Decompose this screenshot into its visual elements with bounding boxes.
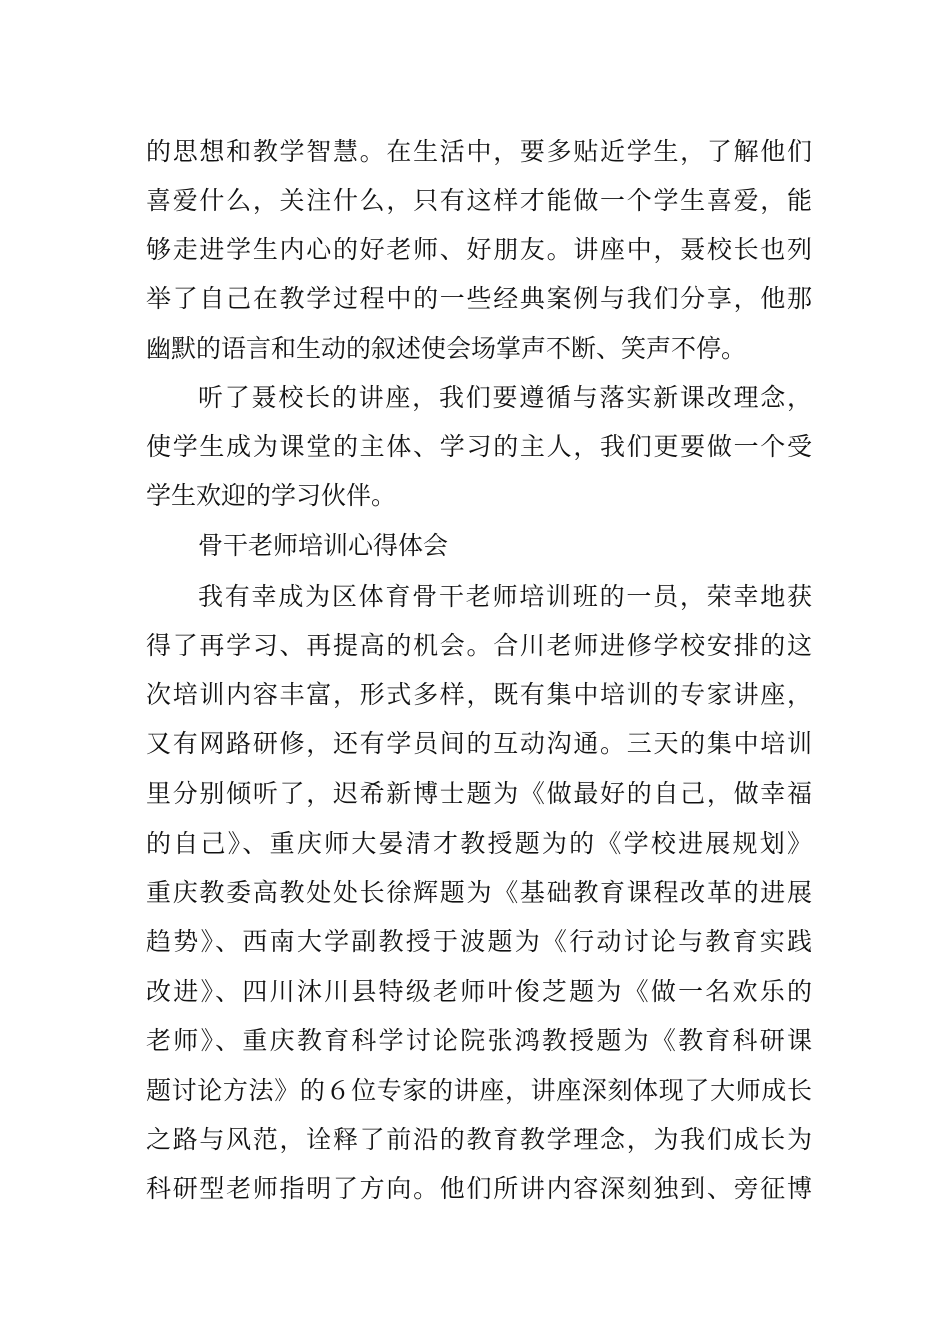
text-line: 的自己》、重庆师大晏清才教授题为的《学校进展规划》	[146, 829, 812, 858]
text-line: 幽默的语言和生动的叙述使会场掌声不断、笑声不停。	[146, 334, 747, 363]
text-line: 之路与风范，诠释了前沿的教育教学理念，为我们成长为	[146, 1125, 812, 1154]
text-line: 喜爱什么，关注什么，只有这样才能做一个学生喜爱，能	[146, 186, 812, 215]
text-line: 老师》、重庆教育科学讨论院张鸿教授题为《教育科研课	[146, 1026, 812, 1055]
text-line: 使学生成为课堂的主体、学习的主人，我们更要做一个受	[146, 432, 812, 461]
section-heading: 骨干老师培训心得体会	[198, 531, 449, 560]
text-line: 科研型老师指明了方向。他们所讲内容深刻独到、旁征博	[146, 1174, 812, 1203]
text-line: 够走进学生内心的好老师、好朋友。讲座中，聂校长也列	[146, 235, 812, 264]
text-line: 次培训内容丰富，形式多样，既有集中培训的专家讲座，	[146, 680, 812, 709]
text-line: 又有网路研修，还有学员间的互动沟通。三天的集中培训	[146, 729, 812, 758]
text-line: 里分别倾听了，迟希新博士题为《做最好的自己，做幸福	[146, 779, 812, 808]
text-line: 举了自己在教学过程中的一些经典案例与我们分享，他那	[146, 284, 812, 313]
text-line: 的思想和教学智慧。在生活中，要多贴近学生，了解他们	[146, 137, 812, 166]
text-line: 趋势》、西南大学副教授于波题为《行动讨论与教育实践	[146, 927, 812, 956]
text-line: 题讨论方法》的６位专家的讲座，讲座深刻体现了大师成长	[146, 1076, 812, 1105]
text-line: 重庆教委高教处处长徐辉题为《基础教育课程改革的进展	[146, 878, 812, 907]
paragraph-first-line: 听了聂校长的讲座，我们要遵循与落实新课改理念，	[198, 383, 812, 412]
text-line: 得了再学习、再提高的机会。合川老师进修学校安排的这	[146, 631, 812, 660]
text-line: 改进》、四川沐川县特级老师叶俊芝题为《做一名欢乐的	[146, 977, 812, 1006]
text-line: 学生欢迎的学习伙伴。	[146, 481, 397, 510]
paragraph-first-line: 我有幸成为区体育骨干老师培训班的一员，荣幸地获	[198, 582, 812, 611]
